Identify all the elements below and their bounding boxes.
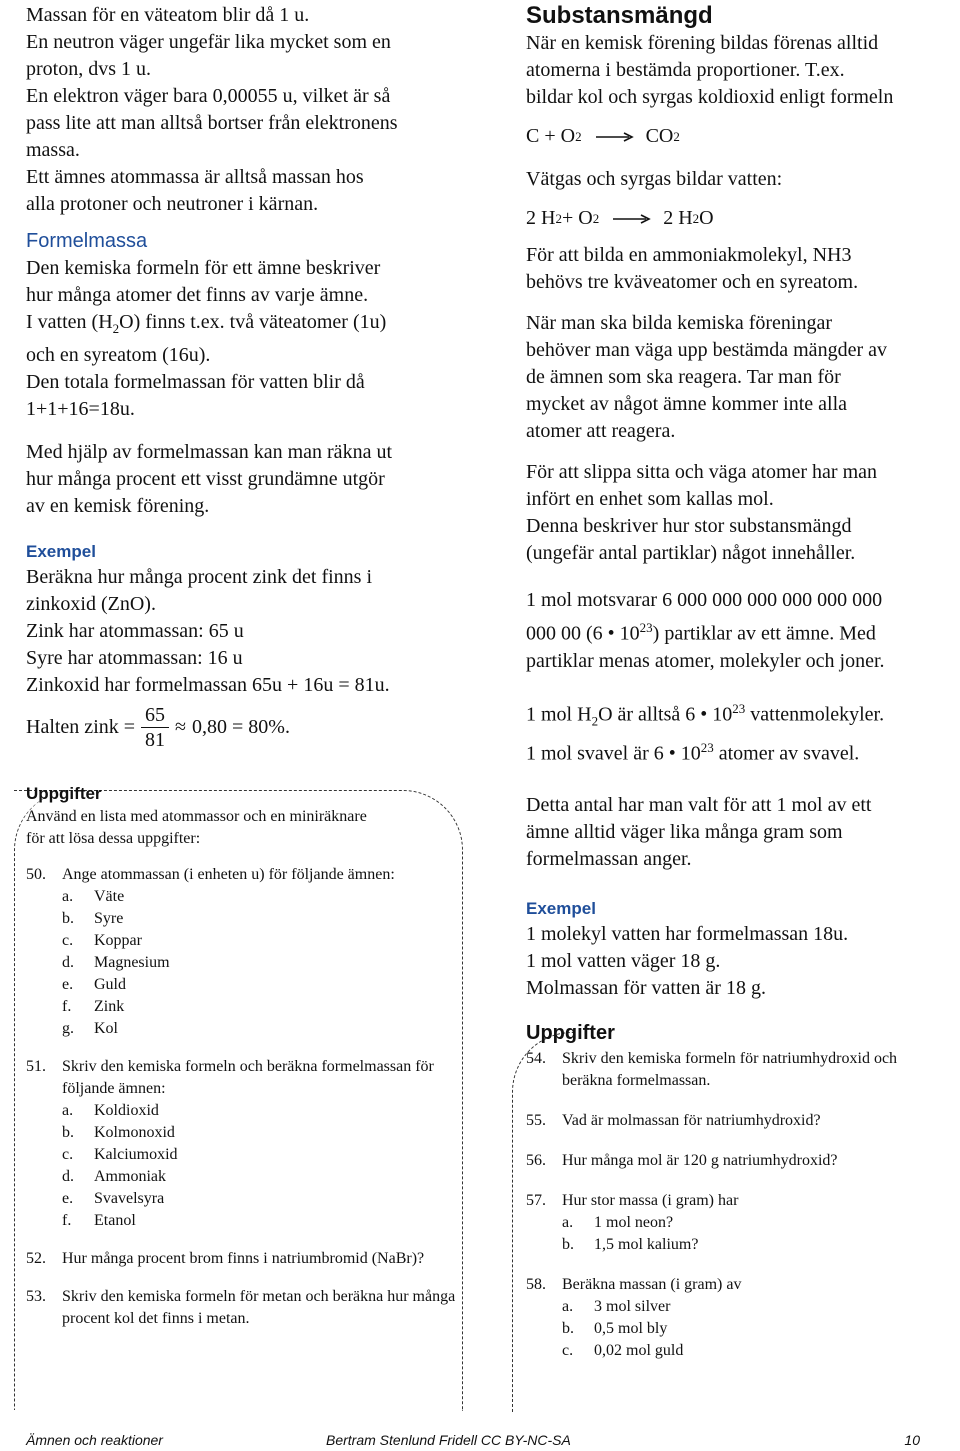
right-column <box>526 0 946 1380</box>
uppgifter-intro <box>26 806 486 850</box>
text-line: Den kemiska formeln för ett ämne beskriver <box>26 257 381 279</box>
water-line: Vätgas och syrgas bildar vatten: <box>526 168 783 190</box>
text-line: de ämnen som ska reagera. Tar man för <box>526 366 841 388</box>
footer-author: Bertram Stenlund Fridell CC BY-NC-SA <box>326 1432 571 1448</box>
task-option: b. 0,5 mol bly <box>562 1319 668 1337</box>
task-number: 51. <box>26 1058 46 1075</box>
task-text: Skriv den kemiska formeln och beräkna formelmassan för följande ämnen: <box>62 1058 434 1097</box>
mol-definition: 1 mol motsvarar 6 000 000 000 000 000 000 000 00 (6 • $10^{23}$) partiklar av ett ämne. Med partiklar menas atomer, molekyler och joner. <box>526 589 885 672</box>
substansmangd-heading: Substansmängd <box>526 2 713 29</box>
text-line: behövs tre kväveatomer och en syreatom. <box>526 271 859 293</box>
task-option: d. Magnesium <box>62 954 170 971</box>
task-text: Skriv den kemiska formeln för metan och beräkna hur många procent kol det finns i metan. <box>62 1288 456 1327</box>
text-line: bildar kol och syrgas koldioxid enligt formeln <box>526 86 894 108</box>
text-line: När man ska bilda kemiska föreningar <box>526 312 833 334</box>
exempel-lines-right <box>526 921 946 1002</box>
text-line: 1+1+16=18u. <box>26 398 135 420</box>
page-number: 10 <box>904 1432 920 1448</box>
text-line: En elektron väger bara 0,00055 u, vilket är så <box>26 85 391 107</box>
task-text: Ange atommassan (i enheten u) för följande ämnen: <box>62 866 395 883</box>
text-line: Zink har atommassan: 65 u <box>26 620 244 642</box>
text-line: atomer att reagera. <box>526 420 676 442</box>
footer-book-title: Ämnen och reaktioner <box>26 1432 163 1448</box>
task-option: g. Kol <box>62 1020 118 1037</box>
text-line: Med hjälp av formelmassan kan man räkna ut <box>26 441 392 463</box>
formelmassa-section <box>26 228 486 520</box>
task-number: 55. <box>526 1111 546 1129</box>
co2-equation: C + O 2 CO 2 <box>526 125 680 147</box>
text-line: proton, dvs 1 u. <box>26 58 151 80</box>
task-list-right <box>526 1048 946 1362</box>
task-number: 54. <box>526 1049 546 1067</box>
left-column <box>26 0 486 1346</box>
task-list-left <box>26 864 486 1330</box>
mol-examples: 1 mol $H_2O$ är alltså 6 • $10^{23}$ vattenmolekyler. 1 mol svavel är 6 • $10^{23}$ atomer av svavel. <box>526 700 885 765</box>
task-item <box>26 1056 486 1232</box>
text-line: Ett ämnes atommassa är alltså massan hos <box>26 166 364 188</box>
text-line: Denna beskriver hur stor substansmängd <box>526 515 852 537</box>
task-item <box>26 1286 486 1330</box>
uppgifter-heading-right: Uppgifter <box>526 1021 615 1044</box>
task-number: 56. <box>526 1151 546 1169</box>
task-option: e. Guld <box>62 976 126 993</box>
task-number: 53. <box>26 1288 46 1305</box>
mol-weight-text <box>526 792 946 873</box>
water-formula-line: I vatten $(H_2O)$ finns t.ex. två väteatomer (1u) <box>26 311 387 336</box>
task-item <box>26 1248 486 1270</box>
task-options <box>62 1100 486 1232</box>
text-line: pass lite att man alltså bortser från elektronens <box>26 112 398 134</box>
task-text: Skriv den kemiska formeln för natriumhydroxid och beräkna formelmassan. <box>562 1049 898 1089</box>
exempel-heading-left: Exempel <box>26 542 96 561</box>
text-line: Använd en lista med atommassor och en miniräknare <box>26 808 367 825</box>
task-item <box>526 1274 946 1362</box>
intro-text <box>26 0 486 218</box>
task-number: 50. <box>26 866 46 883</box>
task-option: d. Ammoniak <box>62 1168 166 1185</box>
text-line: 1 molekyl vatten har formelmassan 18u. <box>526 922 849 945</box>
mol-intro-text <box>526 459 946 567</box>
exempel-heading-right: Exempel <box>526 898 596 918</box>
substansmangd-intro <box>526 30 946 111</box>
reaction-arrow-icon <box>596 132 634 142</box>
task-item <box>526 1190 946 1256</box>
exempel-lines-left <box>26 564 486 699</box>
text-line: Detta antal har man valt för att 1 mol av ett <box>526 793 872 816</box>
task-item <box>526 1110 946 1132</box>
text-line: Massan för en väteatom blir då 1 u. <box>26 4 310 26</box>
text-line: Den totala formelmassan för vatten blir då <box>26 371 365 393</box>
task-option: a. Koldioxid <box>62 1102 159 1119</box>
text-line: För att slippa sitta och väga atomer har man <box>526 461 878 483</box>
ammonia-text <box>526 242 946 296</box>
task-option: b. Syre <box>62 910 124 927</box>
task-option: a. 3 mol silver <box>562 1297 671 1315</box>
task-option: b. Kolmonoxid <box>62 1124 175 1141</box>
exempel-section-right <box>526 897 946 1002</box>
formelmassa-heading: Formelmassa <box>26 230 148 252</box>
task-option: c. Kalciumoxid <box>62 1146 178 1163</box>
text-line: När en kemisk förening bildas förenas alltid <box>526 32 879 54</box>
formelmassa-total <box>26 342 486 423</box>
task-text: Hur många procent brom finns i natriumbromid (NaBr)? <box>62 1250 425 1267</box>
uppgifter-section-left <box>26 782 486 1330</box>
task-text: Vad är molmassan för natriumhydroxid? <box>562 1111 821 1129</box>
text-line: En neutron väger ungefär lika mycket som en <box>26 31 391 53</box>
task-number: 57. <box>526 1191 546 1209</box>
formelmassa-text <box>26 255 486 309</box>
task-text: Hur stor massa (i gram) har <box>562 1191 739 1209</box>
text-line: och en syreatom (16u). <box>26 344 211 366</box>
task-option: f. Zink <box>62 998 125 1015</box>
uppgifter-heading-left: Uppgifter <box>26 784 102 803</box>
task-option: e. Svavelsyra <box>62 1190 165 1207</box>
text-line: (ungefär antal partiklar) något innehåller. <box>526 542 856 564</box>
text-line: Molmassan för vatten är 18 g. <box>526 976 766 999</box>
text-line: 1 mol vatten väger 18 g. <box>526 949 721 972</box>
reaction-arrow-icon <box>613 214 651 224</box>
text-line: behöver man väga upp bestämda mängder av <box>526 339 887 361</box>
text-line: hur många procent ett visst grundämne utgör <box>26 468 385 490</box>
text-line: atomerna i bestämda proportioner. T.ex. <box>526 59 845 81</box>
text-line: ämne alltid väger lika många gram som <box>526 820 843 843</box>
text-line: för att lösa dessa uppgifter: <box>26 830 201 847</box>
text-line: För att bilda en ammoniakmolekyl, NH3 <box>526 244 852 266</box>
halten-equation: Halten zink = $\frac{65}{81}$ ≈ 0,80 = 80%. <box>26 704 290 751</box>
task-item <box>26 864 486 1040</box>
task-option: b. 1,5 mol kalium? <box>562 1235 699 1253</box>
water-equation: 2 H 2 + O 2 2 H 2 O <box>526 207 714 229</box>
task-text: Hur många mol är 120 g natriumhydroxid? <box>562 1151 838 1169</box>
text-line: alla protoner och neutroner i kärnan. <box>26 193 319 215</box>
text-line: Zinkoxid har formelmassan 65u + 16u = 81u. <box>26 674 390 696</box>
text-line: mycket av något ämne kommer inte alla <box>526 393 847 415</box>
task-option: c. 0,02 mol guld <box>562 1341 684 1359</box>
task-option: a. 1 mol neon? <box>562 1213 674 1231</box>
task-options <box>562 1212 946 1256</box>
task-option: a. Väte <box>62 888 125 905</box>
text-line: infört en enhet som kallas mol. <box>526 488 774 510</box>
task-option: c. Koppar <box>62 932 142 949</box>
weighing-text <box>526 310 946 445</box>
text-line: av en kemisk förening. <box>26 495 210 517</box>
task-number: 52. <box>26 1250 46 1267</box>
fraction: $\frac{65}{81}$ <box>141 703 169 752</box>
text-line: Beräkna hur många procent zink det finns i <box>26 566 372 588</box>
text-line: massa. <box>26 139 80 161</box>
task-option: f. Etanol <box>62 1212 136 1229</box>
task-number: 58. <box>526 1275 546 1293</box>
task-options <box>62 886 486 1040</box>
text-line: zinkoxid (ZnO). <box>26 593 156 615</box>
text-line: hur många atomer det finns av varje ämne. <box>26 284 369 306</box>
text-line: Syre har atommassan: 16 u <box>26 647 243 669</box>
task-text: Beräkna massan (i gram) av <box>562 1275 742 1293</box>
formelmassa-percent <box>26 439 486 520</box>
text-line: formelmassan anger. <box>526 847 692 870</box>
task-item <box>526 1048 946 1092</box>
exempel-section-left <box>26 540 486 752</box>
page-footer <box>26 1428 920 1450</box>
uppgifter-section-right <box>526 1020 946 1362</box>
approx-icon: ≈ <box>175 716 187 738</box>
task-item <box>526 1150 946 1172</box>
task-options <box>562 1296 946 1362</box>
